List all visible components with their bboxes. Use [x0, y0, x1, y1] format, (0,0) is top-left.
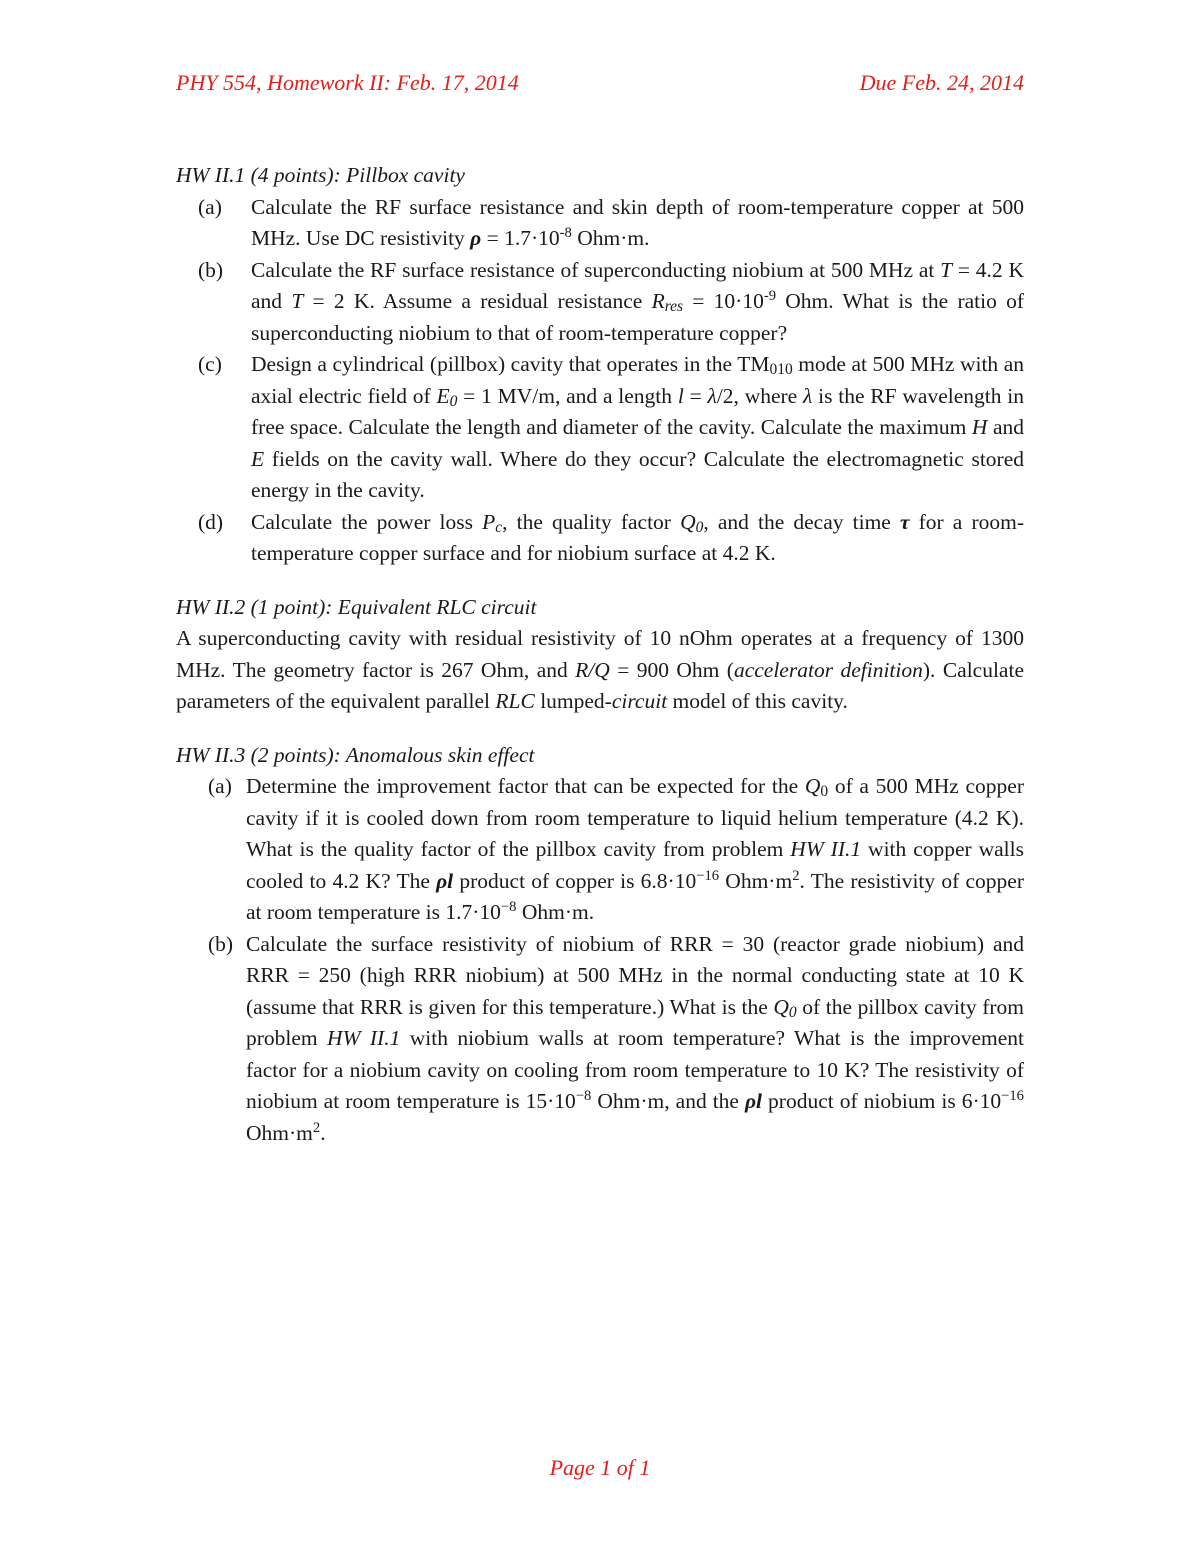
course-title: PHY 554, Homework II: Feb. 17, 2014	[176, 70, 519, 95]
part-a: (a) Determine the improvement factor that can be expected for the $Q_0$ of a 500 MHz copper cavity if it is cooled down from room temperature to liquid helium temperature (4.2 K). What is the quality factor of the pillbox cavity from problem HW II.1 with copper walls cooled to 4.2 K? The ρl product of copper is $6.8\cdot 10^{-16}$ $Ohm\cdot m^2$. The resistivity of copper at room temperature is $1.7\cdot 10^{-8}$ Ohm·m.	[176, 771, 1024, 929]
problem-hw-ii-2	[176, 592, 1024, 718]
part-label: (d)	[198, 509, 224, 534]
part-label: (c)	[198, 352, 222, 376]
page-header	[176, 70, 1024, 102]
part-label: (b)	[208, 931, 234, 956]
problem-hw-ii-1	[176, 160, 1024, 570]
part-label: (a)	[198, 194, 222, 219]
problem-parts	[176, 192, 1024, 570]
part-b: (b) Calculate the surface resistivity of niobium of RRR = 30 (reactor grade niobium) and RRR = 250 (high RRR niobium) at 500 MHz in the normal conducting state at 10 K (assume that RRR is given for this temperature.) What is the $Q_0$ of the pillbox cavity from problem HW II.1 with niobium walls at room temperature? What is the improvement factor for a niobium cavity on cooling from room temperature to 10 K? The resistivity of niobium at room temperature is $15\cdot 10^{-8}$ Ohm·m, and the ρl product of niobium is $6\cdot 10^{-16}$ $Ohm\cdot m^2$.	[176, 929, 1024, 1150]
part-d: (d) Calculate the power loss $P_c$, the quality factor $Q_0$, and the decay time τ for a room-temperature copper surface and for niobium surface at 4.2 K.	[176, 507, 1024, 570]
page-footer: Page 1 of 1	[549, 1455, 651, 1480]
problem-hw-ii-3	[176, 740, 1024, 1150]
part-label: (a)	[208, 774, 232, 798]
part-label: (b)	[198, 257, 224, 282]
part-b: (b) Calculate the RF surface resistance of superconducting niobium at 500 MHz at T = 4.2 K and T = 2 K. Assume a residual resistance $R_{res} = 10\cdot 10^{-9}$ Ohm. What is the ratio of superconducting niobium to that of room-temperature copper?	[176, 255, 1024, 350]
problem-parts	[176, 771, 1024, 1149]
part-c: (c) Design a cylindrical (pillbox) cavity that operates in the $TM_{010}$ mode at 500 MHz with an axial electric field of $E_0 = 1$ MV/m, and a length l = λ/2, where λ is the RF wavelength in free space. Calculate the length and diameter of the cavity. Calculate the maximum H and E fields on the cavity wall. Where do they occur? Calculate the electromagnetic stored energy in the cavity.	[176, 349, 1024, 507]
problem-text: A superconducting cavity with residual resistivity of 10 nOhm operates at a frequency of 1300 MHz. The geometry factor is 267 Ohm, and R/Q = 900 Ohm (accelerator definition). Calculate parameters of the equivalent parallel RLC lumped-circuit model of this cavity.	[176, 626, 1024, 713]
due-date: Due Feb. 24, 2014	[859, 70, 1024, 95]
problem-title: HW II.3 (2 points): Anomalous skin effect	[176, 742, 535, 767]
problem-title: HW II.1 (4 points): Pillbox cavity	[176, 163, 465, 187]
document-body	[176, 160, 1024, 1171]
problem-title: HW II.2 (1 point): Equivalent RLC circuit	[176, 594, 537, 619]
part-a: (a) Calculate the RF surface resistance and skin depth of room-temperature copper at 500 MHz. Use DC resistivity $\rho = 1.7\cdot 10^{-8}$ Ohm·m.	[176, 192, 1024, 255]
